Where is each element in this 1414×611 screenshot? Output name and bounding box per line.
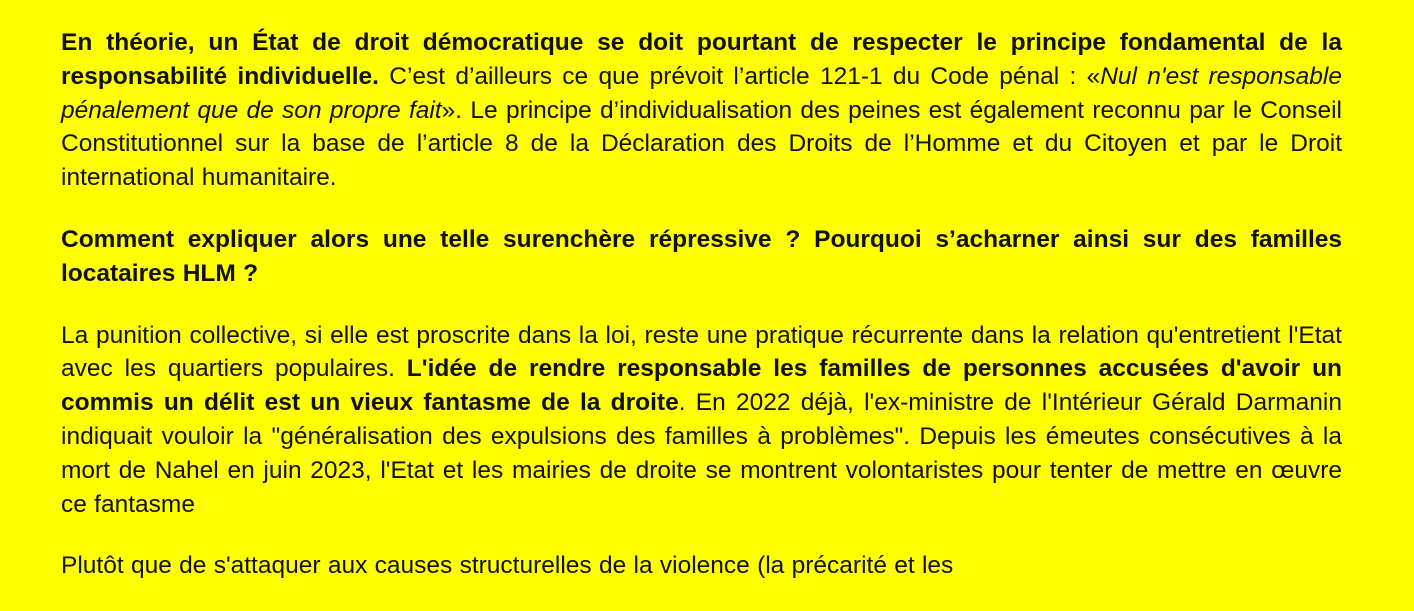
paragraph-collective-punishment — [61, 319, 1342, 522]
paragraph-bold-highlight: L'idée de rendre responsable les familles de personnes accusées d'avoir un commis un délit est un vieux fantasme de la droite — [61, 355, 1342, 417]
paragraph-bold-intro: En théorie, un État de droit démocratique se doit pourtant de respecter le principe fondamental de la responsabilité individuelle. — [61, 29, 1342, 90]
paragraph-structural-causes — [61, 549, 1342, 583]
legal-quote: Nul n'est responsable pénalement que de son propre fait — [61, 62, 1343, 124]
paragraph-text: La punition collective, si elle est proscrite dans la loi, reste une pratique récurrente dans la relation qu'entretient l'Etat avec les quartiers populaires. — [61, 321, 1342, 383]
paragraph-text: . En 2022 déjà, l'ex-ministre de l'Intérieur Gérald Darmanin indiquait vouloir la "généralisation des expulsions des familles à problèmes". Depuis les émeutes consécutives à la mort de Nahel en juin 2023, l'Etat et les mairies de droite se montrent volontaristes pour tenter de mettre en œuvre ce fantasme — [61, 389, 1342, 518]
paragraph-text: C’est d’ailleurs ce que prévoit l’article 121-1 du Code pénal : « — [378, 62, 1101, 90]
article-body — [61, 26, 1342, 611]
paragraph-individual-responsibility — [61, 26, 1342, 195]
question-heading: Comment expliquer alors une telle surenchère répressive ? Pourquoi s’acharner ainsi sur des familles locataires HLM ? — [61, 225, 1342, 287]
paragraph-text: Plutôt que de s'attaquer aux causes structurelles de la violence (la précarité et les — [61, 552, 954, 580]
paragraph-question — [61, 223, 1342, 291]
paragraph-text: ». Le principe d’individualisation des peines est également reconnu par le Conseil Constitutionnel sur la base de l’article 8 de la Déclaration des Droits de l’Homme et du Citoyen et par le Droit international humanitaire. — [61, 96, 1342, 192]
